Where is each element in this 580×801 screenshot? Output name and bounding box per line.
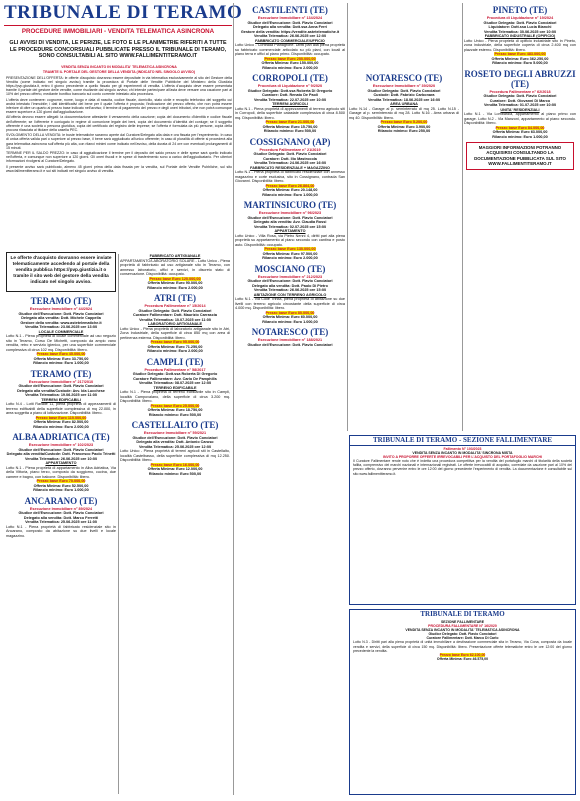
listing-city: NOTARESCO (TE) xyxy=(365,73,443,83)
listing-sale-date: Vendita Telematica: 26.06.2025 ore 15:00 xyxy=(253,288,327,292)
listing-min-raise: Rilancio minimo: Euro 500,00 xyxy=(148,471,202,476)
listing-city: ANCARANO (TE) xyxy=(24,495,98,506)
column-1 xyxy=(6,294,116,794)
listing-sale-date: Vendita Telematica: 19.06.2025 ore 11:00 xyxy=(25,393,97,397)
listing xyxy=(120,254,230,290)
listing-detail: Gestore della vendita: www.astetelematiche.it xyxy=(20,320,102,325)
listing-type: AREA URBANA xyxy=(390,102,418,106)
listing-price: Prezzo base Euro 26.864,00 xyxy=(265,183,315,188)
listing xyxy=(235,327,345,347)
bankruptcy-section xyxy=(349,435,576,605)
listing-min-raise: Rilancio minimo: Euro 2.000,00 xyxy=(147,349,203,353)
listing-sale-date: Vendita Telematica: 23.06.2025 ore 13:00 xyxy=(24,325,98,329)
final-detail: Giudice Delegato: Dott. Flavio Conciatori xyxy=(428,632,497,637)
listing-detail: Curatore Fallimentare: Dott. Maurizio Carrascia xyxy=(133,313,217,317)
listing-sale-date: Vendita Telematica: 08.07.2025 ore 12:00 xyxy=(138,381,212,385)
general-paragraph: SVOLGIMENTO DELLA VENDITA: le buste telematiche saranno aperte dal Curatore/Delegato alla data e ora fissata per l'esperimento. In caso di unica offerta valida pari o superiore al prezzo base, il bene sarà aggiudicato all'unico offerente; in caso di pluralità di offerte si procederà alla gara telematica asincrona sull'offerta più alta, con rilanci minimi come indicato nell'avviso, della durata di 24 ore con eventuali prolungamenti di 15 minuti. xyxy=(6,133,232,150)
listing-body: Lotto N.1 - Piena proprietà di terreno edificabile sito in Campli, località Campovalano, della superficie di circa 3.200 mq. Disponibilità: libero. xyxy=(120,390,230,403)
listing-body: Lotto N.1 - Via Lombardia, appartamento al piano primo con garage. Lotto N.2 - Via Manzoni, appartamento al piano secondo. Disponibilità: libero. xyxy=(464,112,576,125)
listing-min-raise: Rilancio minimo: Euro 1.000,00 xyxy=(262,192,318,197)
column-divider xyxy=(347,3,348,431)
listing xyxy=(6,496,116,539)
listing-procedure: Esecuzione Immobiliare n° 217/2010 xyxy=(28,379,94,384)
listing-procedure: Procedura Fallimentare n° 21/2019 xyxy=(259,147,321,152)
listing-price: Prezzo base Euro 45.000,00 xyxy=(36,352,86,356)
listing-min-raise: Rilancio minimo: Euro 250,00 xyxy=(377,129,431,133)
listing-min-raise: Rilancio minimo: Euro 5.000,00 xyxy=(492,61,548,65)
listing-min-offer: Offerta Minima: Euro 97.500,00 xyxy=(262,251,318,256)
listing-procedure: Esecuzione Immobiliare n° 96/2023 xyxy=(258,211,322,215)
info-box: MAGGIORI INFORMAZIONI POTRANNO ACQUISIRSI CONSULTANDO LA DOCUMENTAZIONE PUBBLICATA SUL SITO WWW.FALLIMENTITERAMO.IT xyxy=(466,142,574,170)
listing-min-raise: Rilancio minimo: Euro 1.000,00 xyxy=(33,488,89,492)
listing-type: APPARTAMENTO xyxy=(274,229,306,233)
listing xyxy=(6,432,116,493)
listing-min-offer: Offerta Minima: Euro 12.000,00 xyxy=(147,467,203,471)
listing-procedure: Procedura Fallimentare n° 62/2018 xyxy=(489,89,551,94)
listing-detail: Giudice Delegato: Dott. Flavio Conciatori xyxy=(253,152,327,156)
listing-procedure: Esecuzione Immobiliare n° 134/2024 xyxy=(257,16,323,20)
listing-type: ABITAZIONE CON TERRENO AGRICOLO xyxy=(253,292,327,297)
listing-detail: Giudice dell'Esecuzione: Dott. Flavio Conciatori xyxy=(18,311,104,316)
listing-detail: Gestore della vendita: https://vendite.astetelematiche.it xyxy=(240,29,340,34)
listing-min-offer: Offerta Minima: Euro 15.750,00 xyxy=(262,124,318,129)
section-invite: INVITO A PROPORRE OFFERTE IRREVOCABILI PER L'ACQUISTO DEL PORTAFOGLIO MARCHI xyxy=(383,455,542,460)
listing-body: Lotto Unico - Piena proprietà di opificio industriale sito in Pineto, zona industriale, della superficie coperta di circa 2.400 mq con piazzale esterno. Disponibilità: libero. xyxy=(464,38,576,52)
listing-body: Lotto N.14 - Garage al p. seminterrato di mq 25. Lotto N.15 - Garage al p. seminterrato di mq 28. Lotto N.16 - Area urbana di mq 40. Disponibilità: libero. xyxy=(349,106,459,120)
final-title: TRIBUNALE DI TERAMO xyxy=(420,610,505,618)
listing-detail: Giudice Delegato: Dott. Flavio Conciatori xyxy=(483,94,557,98)
section-procedure: Fallimento N° 103/2023 xyxy=(443,447,482,451)
listing-min-offer: Offerta Minima: Euro 3.900,00 xyxy=(377,124,431,129)
listing-detail: Giudice dell'Esecuzione: Dott. Flavio Conciatori xyxy=(132,435,218,440)
listing-detail: Giudice dell'Esecuzione: Dott. Flavio Conciatori xyxy=(18,447,104,452)
listing xyxy=(235,200,345,261)
section-title: TRIBUNALE DI TERAMO - SEZIONE FALLIMENTARE xyxy=(350,436,575,446)
newspaper-page xyxy=(4,3,576,795)
listing-type: FABBRICATO INDUSTRIALE (OPIFICIO) xyxy=(484,34,556,38)
listing-body: Lotto N.1 - Piena proprietà di appartamento in Alba Adriatica, Via della Vittoria, piano terzo, composto da soggiorno, cucina, due camere e bagno, con balcone. Disponibilità: libero. xyxy=(6,465,116,479)
section-text: Il Curatore Fallimentare rende noto che è indetta una procedura competitiva per la vendita del portafoglio marchi di titolarità della società fallita, comprensivo dei marchi nazionali e internazionali registrati. Le offerte irrevocabili di acquisto, corredate da cauzione pari al 10% del prezzo offerto, dovranno pervenire entro le ore 12:00 del giorno precedente l'esperimento di vendita. La documentazione è consultabile sul sito www.fallimentiteramo.it. xyxy=(353,459,572,476)
listing-detail: Curatore: Dott. Giovanni Di Marco xyxy=(489,98,551,103)
general-paragraph: Il presente avviso sarà pubblicato, almeno 45 giorni prima della data fissata per la vendita, sul Portale delle Vendite Pubbliche, sul sito www.fallimentiteramo.it e sui siti indicati nel singolo avviso di vendita. xyxy=(6,164,232,173)
listing-body: Lotto N.1 - Piena proprietà di fabbricato residenziale con annesso magazzino e corte esclusiva, sito in Cossignano, contrada San Giovanni. Disponibilità: libero. xyxy=(235,170,345,183)
listing-procedure: Esecuzione Immobiliare n° 59/2021 xyxy=(143,431,207,435)
listing-type: TERRENO EDIFICABILE xyxy=(153,385,197,390)
listing-detail: Giudice Delegato: Dott.ssa Roberta Di Gregorio xyxy=(132,372,218,376)
listing-min-raise: Rilancio minimo: Euro 1.000,00 xyxy=(492,134,548,139)
listing xyxy=(120,293,230,354)
listing-type: TERRENI EDIFICABILI xyxy=(41,397,81,402)
listing-procedure: Esecuzione Immobiliare n° 44/2024 xyxy=(29,307,93,311)
listing-procedure: Esecuzione Immobiliare n° 89/2024 xyxy=(29,506,93,511)
listing-type: APPARTAMENTO xyxy=(45,461,77,465)
listing-city: TERAMO (TE) xyxy=(30,296,92,306)
listing-procedure: Esecuzione Immobiliare n° 102/2023 xyxy=(28,443,94,447)
listing-min-offer: Offerta Minima: Euro 82.500,00 xyxy=(33,420,89,424)
listing-type: FABBRICATO ARTIGIANALE xyxy=(149,254,201,258)
listing-city: TERAMO (TE) xyxy=(30,368,92,379)
column-divider xyxy=(462,3,463,431)
general-paragraph: PRESENTAZIONE DELL'OFFERTA: le offerte d'acquisto dovranno essere depositate in via telematica esclusivamente al sito del Gestore della Vendita (come indicato nel singolo avviso) tramite la procedura di Portale delle Vendite Pubbliche del Ministero della Giustizia https://pvp.giustizia.it, entro il giorno precedente a quello fissato per gli esperimenti di vendita. L'offerta d'acquisto deve essere presentata tramite il portale del gestore delle vendite, come risultante dal singolo avviso; chi intende partecipare all'asta deve versare una cauzione pari al 10% del prezzo offerto, mediante bonifico bancario sul conto corrente intestato alla procedura. xyxy=(6,75,232,97)
listing-detail: Giudice Delegato: Dott.ssa Roberta Di Gregorio xyxy=(247,88,333,93)
column-3 xyxy=(235,3,345,795)
masthead-title: TRIBUNALE DI TERAMO xyxy=(4,2,243,23)
listing-detail: Curatore Fallimentare: Avv. Carlo De Pamphilis xyxy=(133,376,217,381)
column-5 xyxy=(464,3,576,431)
column-4 xyxy=(349,3,459,431)
listing-sale-date: Vendita Telematica: 25.06.2025 ore 11:00 xyxy=(25,520,97,524)
column-2 xyxy=(120,254,230,794)
listing-city: PINETO (TE) xyxy=(492,5,548,15)
final-heading: VENDITA SENZA INCANTO IN MODALITA' TELEMATICA ASINCRONA xyxy=(405,628,520,633)
intro-notice: GLI AVVISI DI VENDITA, LE PERIZIE, LE FOTO E LE PLANIMETRIE RIFERITI A TUTTE LE PROCEDURE CONCORSUALI PUBBLICATE PRESSO IL TRIBUNALE DI TERAMO, SONO CONSULTABILI AL SITO WWW.FALLIMENTITERAMO.IT xyxy=(9,40,227,60)
listing-price: Prezzo base Euro 5.200,00 xyxy=(380,120,428,124)
listing-sale-date: Vendita Telematica: 22.07.2025 ore 10:00 xyxy=(253,97,327,102)
listing-min-raise: Rilancio minimo: Euro 500,00 xyxy=(148,412,202,417)
listing-detail: Giudice dell'Esecuzione: Dott. Flavio Conciatori xyxy=(247,215,333,220)
listing-type: UNITA' RESIDENZIALI xyxy=(500,107,540,112)
final-text: Lotto N.3 - Diritti pari alla piena proprietà di unità immobiliare a destinazione commerciale sita in Teramo, Via Cona, composta da locale vendita e servizi, della superficie di circa 150 mq. Disponibilità: libero. Presentazione offerte telematiche entro le ore 12:00 del giorno precedente la vendita. xyxy=(353,640,572,653)
final-notice xyxy=(349,609,576,795)
listing-city: NOTARESCO (TE) xyxy=(251,327,329,337)
listing-detail: Giudice dell'Esecuzione: Dott. Flavio Conciatori xyxy=(247,20,333,25)
listing-sale-date: Vendita Telematica: 02.07.2025 ore 15:00 xyxy=(253,224,327,229)
listing-detail: Delegato alla vendita: Dott. Marco Ferretti xyxy=(23,515,99,520)
listing-detail: Delegato alla vendita/Custode: Avv. Ida Lucchese xyxy=(17,388,105,393)
general-conditions xyxy=(6,65,232,250)
telematic-offer-box: Le offerte d'acquisto dovranno essere inviate telematicamente accedendo al portale della vendita pubblica https://pvp.giustizia.it o tramite il sito web del gestore della vendita indicato nel singolo avviso. xyxy=(6,252,116,292)
listing-detail: Custode: Dott. Fabrizio Carbonara xyxy=(373,93,435,97)
listing-body: APPARTAMENTO/LABORATORIO SOLARE - Lotto Unico - Piena proprietà di fabbricato ad uso artigianale sito in Teramo, con annesso laboratorio, uffici e servizi, in discreto stato di conservazione. Disponibilità: occupato. xyxy=(120,258,230,276)
listing-body: Lotto N.1 - Piena proprietà di appezzamenti di terreno agricolo siti in Corropoli, della superficie catastale complessiva di circa 8.500 mq. Disponibilità: libero. xyxy=(235,106,345,120)
listing-sale-date: Vendita Telematica: 10.07.2025 ore 11:00 xyxy=(139,317,211,322)
listing xyxy=(6,296,116,366)
listing-body: Lotto N.1 - Via Colle Trinita, piena proprietà di abitazione su due livelli con terreno agricolo circostante della superficie di circa 4.000 mq. Disponibilità: libero. xyxy=(235,297,345,310)
final-price: Prezzo base Euro 62.100,00 xyxy=(439,652,486,657)
listing xyxy=(464,69,576,140)
listing-detail: Giudice Delegato: Dott. Flavio Conciatori xyxy=(138,308,212,313)
general-paragraph: All'offerta devono essere allegati: la documentazione attestante il versamento della cauzione; copia del documento d'identità e codice fiscale dell'offerente; se l'offerente è coniugato in regime di comunione legale dei beni, copia del documento d'identità del coniuge; se il soggetto offerente è una società o persona giuridica, copia del certificato del registro delle imprese; se l'offerta è formulata da più persone, copia della procura rilasciata al titolare della casella PEC. xyxy=(6,115,232,132)
final-min-offer: Offerta Minima: Euro 46.575,00 xyxy=(436,656,489,661)
listing-type: TERRENI AGRICOLI xyxy=(272,102,308,106)
listing-procedure: Esecuzione Immobiliare n° 212/2023 xyxy=(257,274,323,279)
listing-city: CORROPOLI (TE) xyxy=(252,73,328,83)
listing-body: Lotto Unico - Piena proprietà di laboratorio artigianale sito in Atri, Zona Industriale, della superficie di circa 850 mq con area di pertinenza esterna. Disponibilità: libero. xyxy=(120,326,230,340)
listing-detail: Curatore: Dott. Ilio Mastrocola xyxy=(263,156,317,161)
listing-city: ALBA ADRIATICA (TE) xyxy=(12,432,110,442)
listing-detail: Delegato alla vendita/Custode: Dott. Francesco Paolo Trinetti xyxy=(6,452,116,456)
listing-min-offer: Offerta Minima: Euro 150.000,00 xyxy=(261,61,319,65)
listing-city: CASTELLALTO (TE) xyxy=(131,420,219,430)
listing-price: Prezzo base Euro 25.000,00 xyxy=(150,403,200,408)
listing-detail: Curatore: Dott. Renato De Paoli xyxy=(261,93,319,97)
general-paragraph: L'offerta deve contenere: cognome, nome, luogo e data di nascita, codice fiscale, domicilio, stato civile e recapito telefonico del soggetto cui andrà intestato l'immobile; i dati identificativi del bene per il quale l'offerta è proposta; l'indicazione del prezzo offerto, che non potrà essere inferiore di oltre un quarto al prezzo base indicato nell'avviso; il termine di pagamento del prezzo e degli oneri tributari, che non potrà comunque essere superiore a 120 giorni dall'aggiudicazione. xyxy=(6,97,232,115)
listing-sale-date: Vendita Telematica: 24.06.2025 ore 16:00 xyxy=(253,161,327,165)
listing-price: Prezzo base Euro 120.000,00 xyxy=(149,276,201,281)
masthead-rule xyxy=(4,25,232,26)
listing-price: Prezzo base Euro 70.000,00 xyxy=(36,479,86,483)
listing-type: LOCALE COMMERCIALE xyxy=(38,329,84,334)
listing-type: FABBRICATO RESIDENZIALE + MAGAZZINO xyxy=(250,165,330,170)
listing-procedure: Esecuzione Immobiliare n° 188/2021 xyxy=(257,338,323,342)
listing-detail: Delegato alla vendita: Dott. Michele Cappella xyxy=(21,316,101,320)
listing-body: Lotto Unico - Villa Rosa, via Pietro Nenni 4, diritti pari alla piena proprietà su appartamento al piano secondo con cantina e posto auto. Disponibilità: occupato. xyxy=(235,233,345,247)
listing-city: COSSIGNANO (AP) xyxy=(249,136,331,147)
listing xyxy=(120,420,230,476)
listing xyxy=(235,264,345,325)
listing-price: Prezzo base Euro 84.000,00 xyxy=(495,125,545,130)
listing-min-raise: Rilancio minimo: Euro 500,00 xyxy=(263,129,317,133)
masthead xyxy=(4,2,243,23)
column-divider xyxy=(118,254,119,794)
listing-sale-date: Vendita Telematica: 26.06.2025 ore 12:00 xyxy=(253,34,327,38)
listing-procedure: Esecuzione Immobiliare n° 39/2020 xyxy=(372,84,436,88)
listing-sale-date: Vendita Telematica: 18.06.2025 ore 16:00 xyxy=(367,97,441,102)
listing-price: Prezzo base Euro 483.000,00 xyxy=(494,52,546,56)
listing-city: CAMPLI (TE) xyxy=(146,356,204,367)
listing-min-offer: Offerta Minima: Euro 33.750,00 xyxy=(33,356,89,361)
listing-city: MARTINSICURO (TE) xyxy=(243,200,337,210)
listing-min-offer: Offerta Minima: Euro 90.000,00 xyxy=(147,281,203,285)
listing-price: Prezzo base Euro 95.000,00 xyxy=(150,340,200,344)
listing xyxy=(235,73,345,134)
listing xyxy=(235,5,345,70)
general-heading-2: TRAMITE IL PORTALE DEL GESTORE DELLA VENDITA (INDICATO NEL SINGOLO AVVISO) xyxy=(42,70,196,75)
listing-price: Prezzo base Euro 200.000,00 xyxy=(264,56,316,61)
listing-detail: Giudice dell'Esecuzione: Dott. Flavio Conciatori xyxy=(247,279,333,283)
listing-min-offer: Offerta Minima: Euro 18.750,00 xyxy=(147,408,203,412)
listing-min-offer: Offerta Minima: Euro 63.000,00 xyxy=(492,130,548,134)
listing-min-offer: Offerta Minima: Euro 20.148,00 xyxy=(262,188,318,192)
listing-city: CASTILENTI (TE) xyxy=(252,5,328,15)
listing-body: Lotto N.4 - Lotti Ravalle 11, piena proprietà di appezzamenti di terreno edificabili della superficie complessiva di mq 22.000, in area soggetta a piano di lottizzazione. Disponibilità: libero. xyxy=(6,402,116,415)
general-paragraph: TERMINE PER IL SALDO PREZZO: in caso di aggiudicazione il termine per il deposito del saldo prezzo e delle spese sarà quello indicato nell'offerta, e comunque non superiore a 120 giorni. Gli oneri fiscali e le spese di trasferimento sono a carico dell'aggiudicatario. Per ulteriori informazioni rivolgersi al Curatore/Delegato. xyxy=(6,151,232,164)
listing-price: Prezzo base Euro 16.000,00 xyxy=(150,462,200,467)
listing-price: Prezzo base Euro 130.000,00 xyxy=(264,247,316,251)
listing-procedure: Procedura di Liquidazione n° 9/2020 xyxy=(257,84,323,88)
listing-min-offer: Offerta Minima: Euro 362.250,00 xyxy=(491,56,549,61)
listing-sale-date: Vendita Telematica: 25.06.2025 ore 12:00 xyxy=(138,444,212,449)
listing-price: Prezzo base Euro 110.000,00 xyxy=(35,415,87,420)
listing-price: Prezzo base Euro 80.000,00 xyxy=(265,310,315,315)
masthead-subtitle: PROCEDURE IMMOBILIARI - VENDITA TELEMATICA ASINCRONA xyxy=(21,28,215,35)
listing-price: Prezzo base Euro 21.000,00 xyxy=(265,120,315,124)
listing-min-raise: Rilancio minimo: Euro 2.000,00 xyxy=(262,65,318,70)
listing-city: ROSETO DEGLI ABRUZZI (TE) xyxy=(464,68,576,89)
listing-detail: Giudice Delegato: Dott. Flavio Conciatori xyxy=(483,20,557,25)
listing-detail: Liquidatore: Dott.ssa Lucia Bianchi xyxy=(488,25,552,29)
final-subtitle: SEZIONE FALLIMENTARE xyxy=(440,620,485,624)
listing-procedure: Procedura di Liquidazione n° 19/2024 xyxy=(486,16,554,20)
listing-detail: Giudice dell'Esecuzione: Dott. Flavio Conciatori xyxy=(18,384,104,388)
final-detail: Curatore Fallimentare: Dott. Marco Di Carlo xyxy=(426,636,499,641)
listing-min-offer: Offerta Minima: Euro 52.500,00 xyxy=(33,483,89,488)
general-heading: VENDITA SENZA INCANTO IN MODALITA' TELEMATICA ASINCRONA xyxy=(61,65,177,69)
listing-procedure: Procedura Fallimentare n° 58/2017 xyxy=(144,367,206,372)
listing xyxy=(235,137,345,198)
listing-min-raise: Rilancio minimo: Euro 2.000,00 xyxy=(147,285,203,290)
listing-min-offer: Offerta Minima: Euro 71.250,00 xyxy=(147,344,203,349)
listing-min-raise: Rilancio minimo: Euro 1.000,00 xyxy=(262,319,318,324)
listing-sale-date: Vendita Telematica: 26.06.2025 ore 10:00 xyxy=(24,456,98,461)
listing-detail: Delegato alla vendita: Avv. Claudia Rossi xyxy=(253,220,327,224)
listing-detail: Delegato alla vendita: Dott. Antonio Caruso xyxy=(136,440,214,444)
listing-detail: Giudice Delegato: Dott. Flavio Conciatori xyxy=(367,88,441,93)
listing-min-offer: Offerta Minima: Euro 60.000,00 xyxy=(262,315,318,319)
listing xyxy=(6,369,116,430)
listing-detail: Delegato alla vendita: Dott. Paolo Di Pietro xyxy=(252,283,328,288)
listing-min-raise: Rilancio minimo: Euro 2.000,00 xyxy=(33,424,89,429)
column-divider xyxy=(233,3,234,795)
listing xyxy=(120,357,230,418)
listing-detail: Giudice dell'Esecuzione: Dott. Flavio Conciatori xyxy=(247,342,333,347)
listing-min-raise: Rilancio minimo: Euro 2.000,00 xyxy=(262,256,318,260)
listing-detail: Giudice dell'Esecuzione: Dott. Flavio Conciatori xyxy=(18,511,104,515)
listing-sale-date: Vendita Telematica: 01.07.2025 ore 10:00 xyxy=(483,103,557,107)
final-procedure: PROCEDURA FALLIMENTARE N° 16/2020 xyxy=(428,624,497,629)
listing xyxy=(349,73,459,134)
listing-city: MOSCIANO (TE) xyxy=(254,263,326,274)
listing-city: ATRI (TE) xyxy=(153,293,197,303)
listing-body: Lotto Unico - Contrada Pianagrone. Diritti pari alla piena proprietà su fabbricato commerciale articolato su più piani, con locali al piano terra e uffici al piano primo. Disponibilità: occupato. xyxy=(235,43,345,56)
listing xyxy=(464,5,576,66)
listing-body: Lotto N.1 - Piena proprietà di fabbricato residenziale sito in Ancarano, composto da abitazione su due livelli e locale magazzino. xyxy=(6,524,116,538)
listing-body: Lotto Unico - Piena proprietà di terreni agricoli siti in Castellalto, località Castelbasso, della superficie complessiva di mq 12.250. Disponibilità: libero. xyxy=(120,449,230,462)
listing-type: FABBRICATO COMMERCIALE/UFFICIO xyxy=(255,38,325,43)
listing-min-raise: Rilancio minimo: Euro 1.000,00 xyxy=(33,361,89,365)
listing-body: Lotto N.1 - Piena proprietà di locale commerciale ad uso negozio sito in Teramo, Corso De Michetti, composto da ampio vano vendita, retro e servizio igienico, per una superficie commerciale complessiva di circa 102 mq. Disponibilità: libero. xyxy=(6,334,116,352)
section-heading: VENDITA SENZA INCANTO IN MODALITA' SINCRONA MISTA xyxy=(412,451,513,456)
listing-type: LABORATORIO ARTIGIANALE xyxy=(147,322,203,326)
listing-procedure: Procedura Fallimentare n° 15/2014 xyxy=(144,304,206,308)
listing-detail: Delegato alla vendita: Dott.ssa Anna Ferri xyxy=(252,25,328,29)
listing-sale-date: Vendita Telematica: 30.06.2025 ore 10:00 xyxy=(483,29,557,34)
